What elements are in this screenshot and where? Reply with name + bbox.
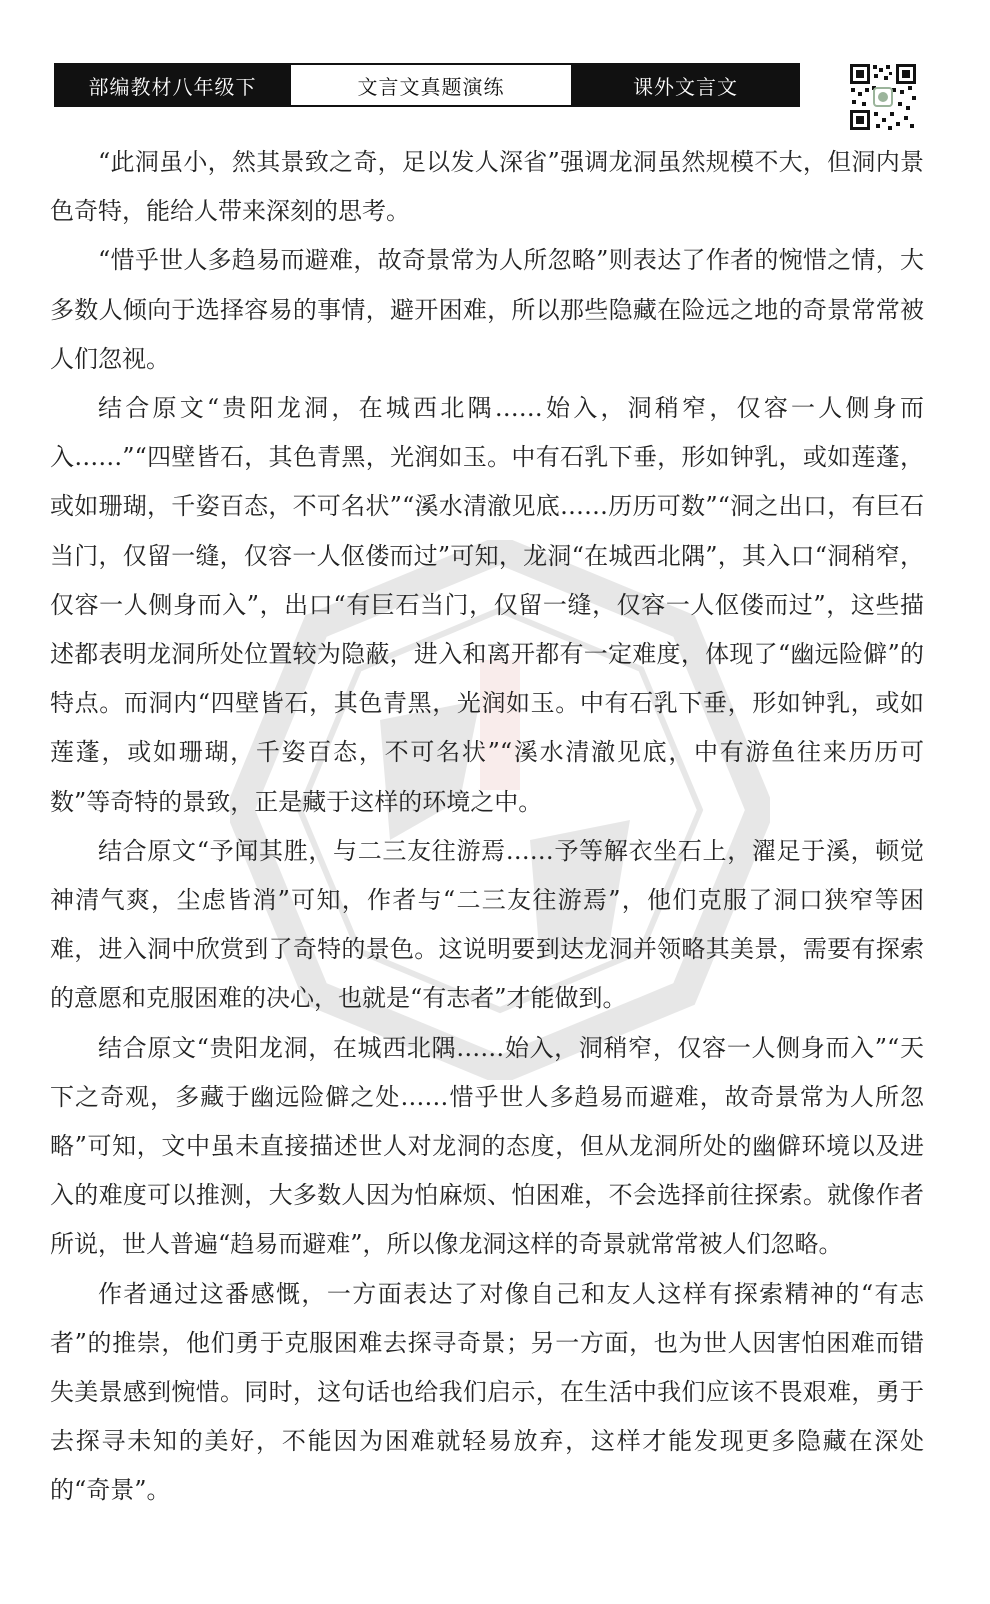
qr-code-icon[interactable] xyxy=(848,62,918,132)
paragraph: “惜乎世人多趋易而避难，故奇景常为人所忽略”则表达了作者的惋惜之情，大多数人倾向于选择容易的事情，避开困难，所以那些隐藏在险远之地的奇景常常被人们忽视。 xyxy=(50,246,924,373)
article-body xyxy=(50,138,924,1516)
header-textbook-label: 部编教材八年级下 xyxy=(56,65,289,105)
paragraph: 结合原文“贵阳龙洞，在城西北隅……始入，洞稍窄，仅容一人侧身而入”“天下之奇观，多藏于幽远险僻之处……惜乎世人多趋易而避难，故奇景常为人所忽略”可知，文中虽未直接描述世人对龙洞的态度，但从龙洞所处的幽僻环境以及进入的难度可以推测，大多数人因为怕麻烦、怕困难，不会选择前往探索。就像作者所说，世人普遍“趋易而避难”，所以像龙洞这样的奇景就常常被人们忽略。 xyxy=(50,1033,924,1259)
paragraph: 作者通过这番感慨，一方面表达了对像自己和友人这样有探索精神的“有志者”的推崇，他们勇于克服困难去探寻奇景；另一方面，也为世人因害怕困难而错失美景感到惋惜。同时，这句话也给我们启示，在生活中我们应该不畏艰难，勇于去探寻未知的美好，不能因为困难就轻易放弃，这样才能发现更多隐藏在深处的“奇景”。 xyxy=(50,1279,924,1505)
paragraph: 结合原文“贵阳龙洞，在城西北隅……始入，洞稍窄，仅容一人侧身而入……”“四壁皆石，其色青黑，光润如玉。中有石乳下垂，形如钟乳，或如莲蓬，或如珊瑚，千姿百态，不可名状”“溪水清澈见底……历历可数”“洞之出口，有巨石当门，仅留一缝，仅容一人伛偻而过”可知，龙洞“在城西北隅”，其入口“洞稍窄，仅容一人侧身而入”，出口“有巨石当门，仅留一缝，仅容一人伛偻而过”，这些描述都表明龙洞所处位置较为隐蔽，进入和离开都有一定难度，体现了“幽远险僻”的特点。而洞内“四壁皆石，其色青黑，光润如玉。中有石乳下垂，形如钟乳，或如莲蓬，或如珊瑚，千姿百态，不可名状”“溪水清澈见底，中有游鱼往来历历可数”等奇特的景致，正是藏于这样的环境之中。 xyxy=(50,394,924,816)
header-section-label: 文言文真题演练 xyxy=(289,65,573,105)
paragraph: 结合原文“予闻其胜，与二三友往游焉……予等解衣坐石上，濯足于溪，顿觉神清气爽，尘虑皆消”可知，作者与“二三友往游焉”，他们克服了洞口狭窄等困难，进入洞中欣赏到了奇特的景色。这说明要到达龙洞并领略其美景，需要有探索的意愿和克服困难的决心，也就是“有志者”才能做到。 xyxy=(50,836,924,1013)
header-bar xyxy=(54,63,800,107)
paragraph: “此洞虽小，然其景致之奇，足以发人深省”强调龙洞虽然规模不大，但洞内景色奇特，能给人带来深刻的思考。 xyxy=(50,148,924,226)
header-category-label: 课外文言文 xyxy=(573,65,798,105)
